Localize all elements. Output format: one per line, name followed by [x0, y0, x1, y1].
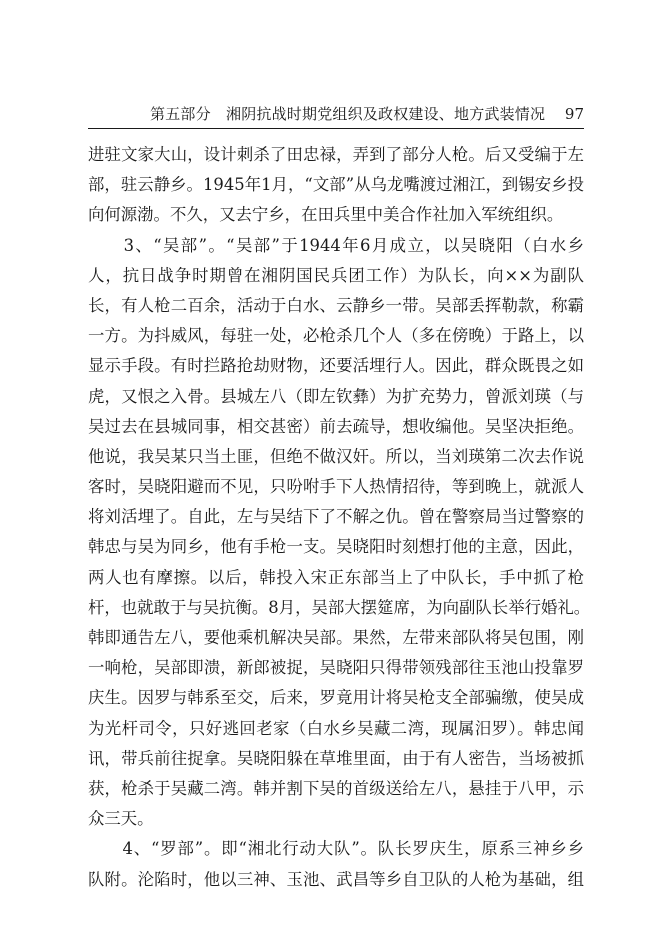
text-line: 将刘活埋了。自此，左与吴结下了不解之仇。曾在警察局当过警察的: [88, 507, 584, 527]
body-text: [88, 140, 591, 895]
text-line: 杆，也就敢于与吴抗衡。8月，吴部大摆筵席，为向副队长举行婚礼。: [88, 597, 591, 617]
text-line: 讯，带兵前往捉拿。吴晓阳躲在草堆里面，由于有人密告，当场被抓: [88, 748, 584, 768]
header-title: 第五部分 湘阴抗战时期党组织及政权建设、地方武装情况: [150, 105, 546, 123]
text-line: 众三天。: [88, 809, 154, 829]
text-line: 队附。沦陷时，他以三神、玉池、武昌等乡自卫队的人枪为基础，组: [88, 869, 584, 889]
text-line: 人，抗日战争时期曾在湘阴国民兵团工作）为队长，向××为副队: [88, 265, 584, 285]
text-line: 他说，我吴某只当土匪，但绝不做汉奸。所以，当刘瑛第二次去作说: [88, 446, 584, 466]
text-line: 部，驻云静乡。1945年1月，“文部”从乌龙嘴渡过湘江，到锡安乡投: [88, 175, 584, 195]
text-line: 进驻文家大山，设计刺杀了田忠禄，弄到了部分人枪。后又受编于左: [88, 145, 584, 164]
text-line: 一方。为抖威风，每驻一处，必枪杀几个人（多在傍晚）于路上，以: [88, 326, 584, 346]
header-rule: [88, 128, 584, 129]
text-line: 显示手段。有时拦路抢劫财物，还要活埋行人。因此，群众既畏之如: [88, 356, 584, 376]
text-line: 韩忠与吴为同乡，他有手枪一支。吴晓阳时刻想打他的主意，因此，: [88, 537, 584, 557]
text-line: 为光杆司令，只好逃回老家（白水乡吴藏二湾，现属汨罗）。韩忠闻: [88, 718, 584, 738]
page-number: 97: [564, 105, 584, 123]
running-header: [88, 103, 584, 125]
text-line: 4、“罗部”。即“湘北行动大队”。队长罗庆生，原系三神乡乡: [88, 839, 584, 859]
text-line: 韩即通告左八，要他乘机解决吴部。果然，左带来部队将吴包围，刚: [88, 628, 584, 647]
text-line: 庆生。因罗与韩系至交，后来，罗竟用计将吴枪支全部骗缴，使吴成: [88, 688, 584, 708]
text-line: 向何源渤。不久，又去宁乡，在田兵里中美合作社加入军统组织。: [88, 205, 564, 225]
text-line: 吴过去在县城同事，相交甚密）前去疏导，想收编他。吴坚决拒绝。: [88, 416, 584, 436]
text-line: 长，有人枪二百余，活动于白水、云静乡一带。吴部丢挥勒款，称霸: [88, 295, 584, 315]
text-line: 客时，吴晓阳避而不见，只吩咐手下人热情招待，等到晚上，就派人: [88, 477, 584, 497]
text-line: 两人也有摩擦。以后，韩投入宋正东部当上了中队长，手中抓了枪: [88, 567, 584, 587]
text-line: 虎，又恨之入骨。县城左八（即左钦彝）为扩充势力，曾派刘瑛（与: [88, 386, 584, 406]
text-line: 获，枪杀于吴藏二湾。韩并割下吴的首级送给左八，悬挂于八甲，示: [88, 778, 584, 798]
text-line: 3、“吴部”。“吴部”于1944年6月成立，以吴晓阳（白水乡: [88, 235, 584, 255]
text-line: 一响枪，吴部即溃，新郎被捉，吴晓阳只得带领残部往玉池山投靠罗: [88, 658, 584, 678]
